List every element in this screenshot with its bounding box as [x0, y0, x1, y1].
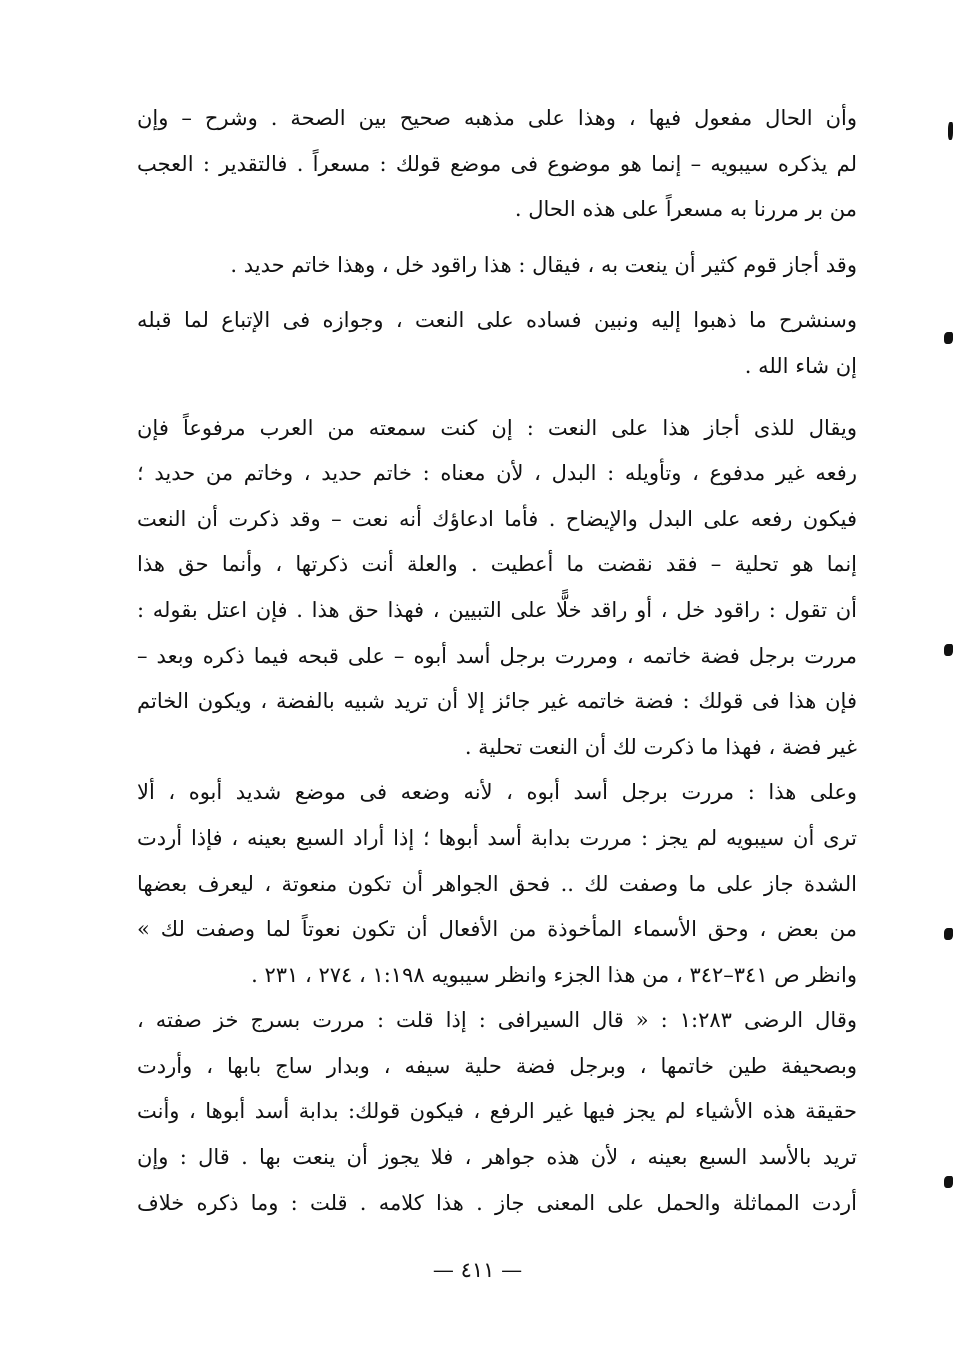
page-body: [137, 96, 857, 1226]
margin-mark: [944, 1176, 953, 1188]
paragraph-4: [137, 406, 857, 771]
text-line: ترى أن سيبويه لم يجز : مررت بدابة أسد أبوها ؛ إذا أراد السبع بعينه ، فإذا أردت: [137, 825, 857, 850]
text-line: أردت المماثلة والحمل على المعنى جاز . هذا كلامه . قلت : وما ذكره خلاف: [137, 1190, 857, 1215]
text-line: إنما هو تحلية – فقد نقضت ما أعطيت . والعلة أنت ذكرتها ، وأنما حق هذا: [137, 552, 857, 577]
paragraph-gap: [137, 390, 857, 406]
text-line: وبصحيفة طين خاتمها ، وبرجل فضة حلية سيفه ، وبدار ساج بابها ، وأردت: [137, 1053, 857, 1078]
text-line: الشدة جاز على ما وصفت لك .. فحق الجواهر أن تكون منعوتة ، ليعرف بعضها: [137, 871, 857, 896]
text-line: وعلى هذا : مررت برجل أسد أبوه ، لأنه وضعه فى موضع شديد أبوه ، ألا: [137, 780, 857, 805]
text-line: وسنشرح ما ذهبوا إليه ونبين فساده على النعت ، وجوازه فى الإتباع لما قبله: [137, 308, 857, 333]
page-number: — ٤١١ —: [432, 1258, 523, 1282]
text-line: إن شاء الله .: [744, 353, 857, 378]
text-line: وقد أجاز قوم كثير أن ينعت به ، فيقال : هذا راقود خل ، وهذا خاتم حديد .: [230, 252, 857, 277]
text-line: وانظر ص ٣٤١–٣٤٢ ، من هذا الجزء وانظر سيبويه ١:١٩٨ ، ٢٧٤ ، ٢٣١ .: [251, 962, 857, 987]
text-line: غير فضة ، فهذا ما ذكرت لك أن النعت تحلية .: [464, 734, 857, 759]
text-line: حقيقة هذه الأشياء لم يجز فيها غير الرفع ، فيكون قولك: بدابة أسد أبوها ، وأنت: [137, 1099, 857, 1124]
text-line: لم يذكره سيبويه – إنما هو موضوع فى موضع قولك : مسعراً . فالتقدير : العجب: [137, 151, 857, 176]
text-line: وأن الحال مفعول فيها ، وهذا على مذهبه صحيح بين الصحة . وشرح – وإن: [137, 106, 857, 130]
text-line: وقال الرضى ١:٢٨٣ : « قال السيرافى : إذا قلت : مررت بسرج خز صفته ،: [137, 1008, 857, 1033]
text-line: أن تقول : راقود خل ، أو راقد خلًّا على التبيين ، فهذا حق هذا . فإن اعتل بقوله :: [137, 597, 857, 622]
margin-mark: [944, 332, 953, 344]
paragraph-gap: [137, 233, 857, 243]
text-line: فإن هذا فى قولك : فضة خاتمه غير جائز إلا أن تريد شبيه بالفضة ، ويكون الخاتم: [137, 689, 857, 714]
text-line: رفعه غير مدفوع ، وتأويله : البدل ، لأن معناه : خاتم حديد ، وخاتم من حديد ؛: [137, 461, 857, 486]
paragraph-6: [137, 998, 857, 1226]
margin-mark: [948, 122, 953, 140]
text-line: من بعض ، وحق الأسماء المأخوذة من الأفعال أن تكون نعوتاً لما وصفت لك »: [137, 917, 857, 942]
paragraph-1: [137, 96, 857, 233]
text-line: فيكون رفعه على البدل والإيضاح . فأما ادعاؤك أنه نعت – وقد ذكرت أن النعت: [137, 506, 857, 531]
paragraph-2: [137, 243, 857, 289]
text-line: ويقال للذى أجاز هذا على النعت : إن كنت سمعته من العرب مرفوعاً فإن: [137, 415, 857, 440]
text-line: من بر مررنا به مسعراً على هذه الحال .: [514, 197, 857, 222]
text-line: مررت برجل فضة خاتمه ، ومررت برجل أسد أبوه – على قبحه فيما ذكره وبعد –: [137, 643, 857, 668]
margin-mark: [944, 928, 953, 940]
paragraph-gap: [137, 288, 857, 298]
margin-mark: [944, 644, 953, 656]
text-line: تريد بالأسد السبع بعينه ، لأن هذه جواهر ، فلا يجوز أن ينعت بها . قال : وإن: [137, 1145, 857, 1170]
paragraph-5: [137, 770, 857, 998]
paragraph-3: [137, 298, 857, 389]
